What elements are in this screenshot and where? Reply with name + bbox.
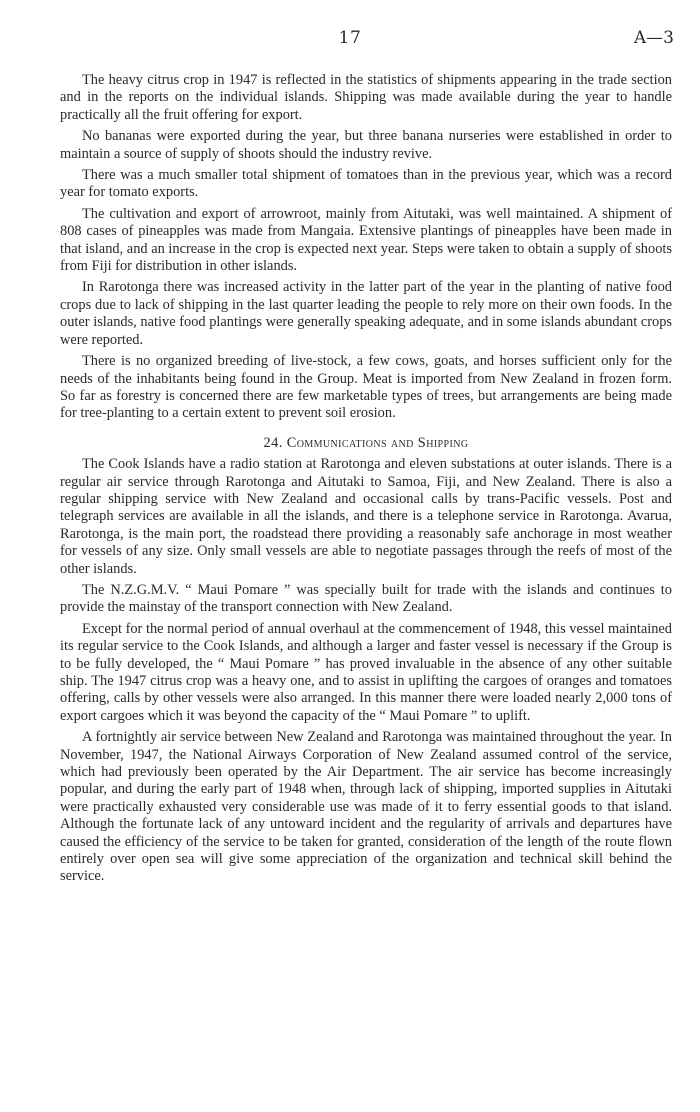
paragraph-arrowroot: The cultivation and export of arrowroot, mainly from Aitutaki, was well maintained. A shipment of 808 cases of pineapples was made from Mangaia. Extensive plantings of pineapples have been made in that island, and an increase in the crop is expected next year. Steps were taken to obtain a supply of shoots from Fiji for distribution in other islands. [60, 205, 672, 275]
page-number: 17 [338, 28, 362, 48]
section-heading: 24. Communications and Shipping [263, 434, 469, 451]
document-reference: A—3 [633, 28, 674, 48]
paragraph-overhaul: Except for the normal period of annual overhaul at the commencement of 1948, this vessel maintained its regular service to the Cook Islands, and although a larger and faster vessel is necessary if the Group is to be fully developed, the “ Maui Pomare ” has proved invaluable in the absence of any other suitable ship. The 1947 citrus crop was a heavy one, and to assist in uplifting the cargoes of oranges and tomatoes offering, calls by other vessels were also arranged. In this manner there were loaded nearly 2,000 tons of export cargoes which it was beyond the capacity of the “ Maui Pomare ” to uplift. [60, 620, 672, 724]
paragraph-native-food: In Rarotonga there was increased activity in the latter part of the year in the planting of native food crops due to lack of shipping in the last quarter leading the people to rely more on their own foods. In the outer islands, native food plantings were generally speaking adequate, and in some islands abundant crops were reported. [60, 279, 672, 348]
paragraph-livestock: There is no organized breeding of live-stock, a few cows, goats, and horses sufficient only for the needs of the inhabitants being found in the Group. Meat is imported from New Zealand in frozen form. So far as forestry is concerned there are few marketable types of trees, but arrangements are being made for tree-planting to a certain extent to prevent soil erosion. [60, 353, 672, 422]
paragraph-air-service: A fortnightly air service between New Zealand and Rarotonga was maintained throughout the year. In November, 1947, the National Airways Corporation of New Zealand assumed control of the service, which had previously been operated by the Air Department. The air service has become increasingly popular, and during the early part of 1948 when, through lack of shipping, imported supplies in Aitutaki were practically exhausted very considerable use was made of it to ferry essential goods to that island. Although the fortunate lack of any untoward incident and the regularity of arrivals and departures have caused the efficiency of the service to be taken for granted, consideration of the length of the route flown entirely over open sea will give some appreciation of the organization and technical skill behind the service. [60, 729, 672, 885]
paragraph-bananas: No bananas were exported during the year, but three banana nurseries were established in order to maintain a source of supply of shoots should the industry revive. [60, 128, 672, 162]
paragraph-citrus: The heavy citrus crop in 1947 is reflected in the statistics of shipments appearing in the trade section and in the reports on the individual islands. Shipping was made available during the year to handle practically all the fruit offering for export. [60, 72, 672, 123]
paragraph-tomatoes: There was a much smaller total shipment of tomatoes than in the previous year, which was a record year for tomato exports. [60, 167, 672, 201]
paragraph-maui-pomare: The N.Z.G.M.V. “ Maui Pomare ” was specially built for trade with the islands and continues to provide the mainstay of the transport connection with New Zealand. [60, 581, 672, 616]
paragraph-radio: The Cook Islands have a radio station at Rarotonga and eleven substations at outer islands. There is a regular air service through Rarotonga and Aitutaki to Samoa, Fiji, and New Zealand. There is also a regular shipping service with New Zealand and occasional calls by trans-Pacific vessels. Post and telegraph services are available in all the islands, and there is a telephone service in Rarotonga. Avarua, Rarotonga, is the main port, the roadstead there providing a reasonably safe anchorage in most weather for vessels of any size. Only small vessels are able to negotiate passages through the reefs of most of the other islands. [60, 456, 672, 577]
body-text [60, 72, 672, 890]
